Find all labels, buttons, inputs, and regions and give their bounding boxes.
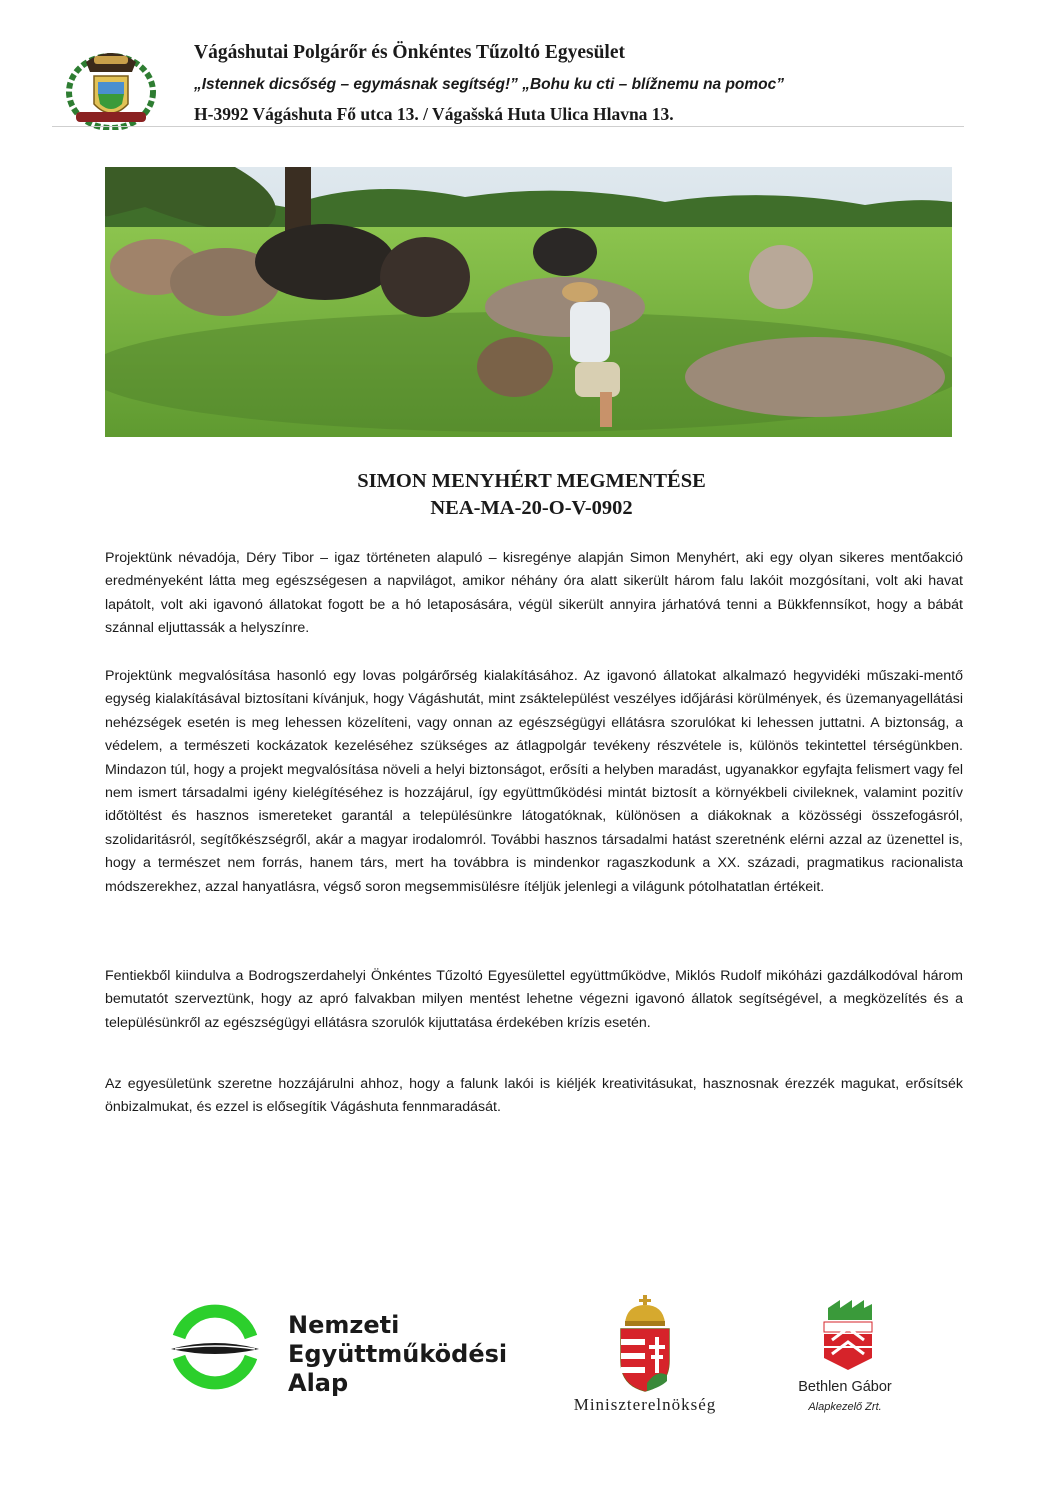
organization-motto: „Istennek dicsőség – egymásnak segítség!” „Bohu ku cti – blížnemu na pomoc” [194, 76, 785, 93]
fire-brigade-emblem-icon [56, 42, 166, 130]
nea-logo-icon [165, 1297, 265, 1397]
paragraph: Projektünk megvalósítása hasonló egy lovas polgárőrség kialakításához. Az igavonó állatokat alkalmazó hegyvidéki műszaki-mentő egység kialakításával biztosítani kívánjuk, hogy Vágáshutát, mint zsáktelepülést veszélyes időjárási körülmények, és üzemanyagellátási nehézségek esetén is meg lehessen közelíteni, vagy onnan az egészségügyi ellátásra szorulókat ki lehessen juttatni. A biztonság, a védelem, a természeti kockázatok kezeléséhez szükséges az átlagpolgár tevékeny részvétele is, különös tekintettel térségünkben. Mindazon túl, hogy a projekt megvalósítása növeli a helyi biztonságot, erősíti a helyben maradást, ugyanakkor egyfajta felismert vagy fel nem ismert társadalmi igény kielégítéséhez is hozzájárul, így együttműködési mintát biztosít a környékbeli civileknek, valamint pozitív időtöltést és hasznos ismereteket garantál a településünkre látogatóknak, különösen a diákoknak a közösségi összefogásról, szolidaritásról, segítőkészségről, akár a magyar irodalomról. További hasznos társadalmi hatást szeretnénk elérni azzal az üzenettel is, hogy a természet nem forrás, hanem társ, mert ha továbbra is mindenkor ragaszkodunk a XX. századi, pragmatikus racionalista módszerekhez, azzal hanyatlásra, végső soron megsemmisülésre ítéljük jelenlegi a világunk pótolhatatlan értékeit. [105, 668, 963, 895]
nea-line: Együttműködési [288, 1340, 508, 1368]
bethlen-gabor-subtitle: Alapkezelő Zrt. [808, 1401, 882, 1413]
bethlen-gabor-logo-icon [818, 1298, 878, 1373]
nea-wordmark [288, 1311, 507, 1398]
bethlen-gabor-name: Bethlen Gábor [798, 1379, 892, 1395]
nea-line: Nemzeti [288, 1311, 400, 1339]
nea-line: Alap [288, 1369, 349, 1397]
sponsor-footer [105, 1275, 963, 1435]
document-title: SIMON MENYHÉRT MEGMENTÉSE [357, 470, 706, 492]
ministry-name: Miniszterelnökség [573, 1395, 717, 1414]
header-divider [52, 126, 964, 127]
paragraph: Projektünk névadója, Déry Tibor – igaz történeten alapuló – kisregénye alapján Simon Menyhért, aki egy olyan sikeres mentőakció eredményeként látta meg egészségesen a napvilágot, amikor néhány óra alatt sikerült három falu lakóit mozgósítani, volt aki havat lapátolt, volt aki igavonó állatokat fogott be a hó letaposására, végül sikerült annyira járhatóvá tenni a Bükkfennsíkot, hogy a bábát szánnal eljuttassák a helyszínre. [105, 550, 963, 637]
paragraph: Az egyesületünk szeretne hozzájárulni ahhoz, hogy a falunk lakói is kiéljék kreativitásukat, hasznosnak érezzék magukat, erősítsék önbizalmukat, és ezzel is elősegítik Vágáshuta fennmaradását. [105, 1076, 963, 1116]
hungarian-coat-of-arms-icon [615, 1295, 675, 1395]
organization-name: Vágáshutai Polgárőr és Önkéntes Tűzoltó Egyesület [194, 42, 625, 63]
organization-address: H-3992 Vágáshuta Fő utca 13. / Vágašská Huta Ulica Hlavna 13. [194, 104, 674, 124]
project-code: NEA-MA-20-O-V-0902 [430, 497, 633, 519]
cattle-photo [105, 167, 952, 437]
paragraph: Fentiekből kiindulva a Bodrogszerdahelyi Önkéntes Tűzoltó Egyesülettel együttműködve, Miklós Rudolf mikóházi gazdálkodóval három bemutatót szerveztünk, hogy az apró falvakban milyen mentést lehetne végezni igavonó állatok segítségével, a megközelítés és a településünkről az egészségügyi ellátásra szorulók kijuttatása érdekében krízis esetén. [105, 968, 963, 1031]
letterhead [52, 36, 964, 128]
